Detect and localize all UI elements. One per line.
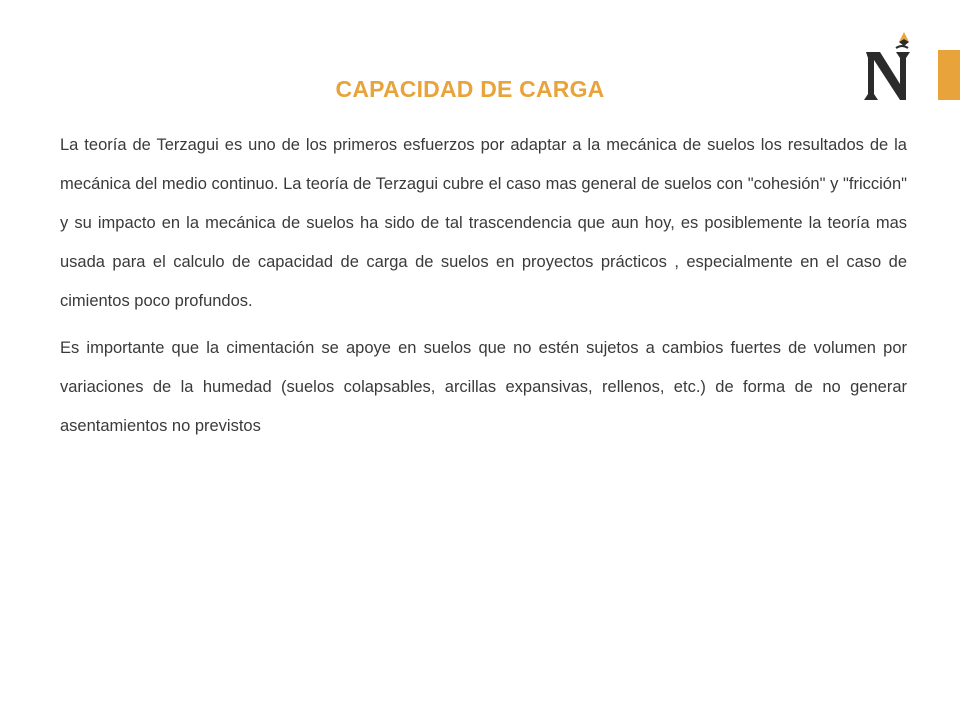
paragraph-1: La teoría de Terzagui es uno de los primeros esfuerzos por adaptar a la mecánica de suelos los resultados de la mecánica del medio continuo. La teoría de Terzagui cubre el caso mas general de suelos con "cohesión" y "fricción" y su impacto en la mecánica de suelos ha sido de tal trascendencia que aun hoy, es posiblemente la teoría mas usada para el calculo de capacidad de carga de suelos en proyectos prácticos , especialmente en el caso de cimientos poco profundos. [60,136,907,310]
accent-bar [938,50,960,100]
slide-body [60,126,907,446]
paragraph-2: Es importante que la cimentación se apoye en suelos que no estén sujetos a cambios fuertes de volumen por variaciones de la humedad (suelos colapsables, arcillas expansivas, rellenos, etc.) de forma de no generar asentamientos no previstos [60,339,907,435]
slide-title: CAPACIDAD DE CARGA [335,76,605,102]
